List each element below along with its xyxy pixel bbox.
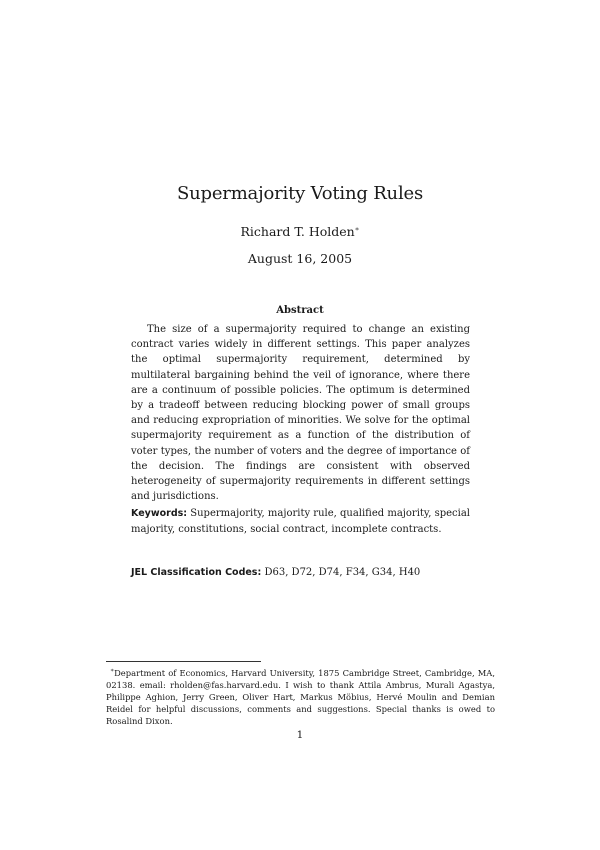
abstract-heading: Abstract	[276, 305, 324, 316]
page-number: 1	[296, 729, 304, 741]
author-footnote-mark: ∗	[354, 224, 360, 233]
paper-date: August 16, 2005	[247, 251, 353, 266]
author-name: Richard T. Holden	[240, 224, 355, 239]
jel-label: JEL Classification Codes:	[131, 567, 262, 578]
jel-paragraph	[131, 565, 470, 581]
footnote-mark: ∗	[110, 667, 115, 674]
footnote-text: Department of Economics, Harvard University, 1875 Cambridge Street, Cambridge, MA, 02138. email: rholden@fas.harvard.edu. I wish to thank Attila Ambrus, Murali Agastya, Philippe Aghion, Jerry Green, Oliver Hart, Markus Möbius, Hervé Moulin and Demian Reidel for helpful discussions, comments and suggestions. Special thanks is owed to Rosalind Dixon.	[106, 667, 495, 726]
jel-codes: D63, D72, D74, F34, G34, H40	[264, 567, 421, 578]
keywords-paragraph	[131, 506, 470, 538]
footnote	[106, 665, 495, 727]
author-line	[0, 224, 600, 239]
keywords-label: Keywords:	[131, 508, 188, 519]
paper-title: Supermajority Voting Rules	[176, 183, 423, 204]
keywords-text: Supermajority, majority rule, qualified majority, special majority, constitutions, social contract, incomplete contracts.	[131, 508, 471, 535]
footnote-rule	[106, 661, 261, 662]
abstract-text: The size of a supermajority required to change an existing contract varies widely in different settings. This paper analyzes the optimal supermajority requirement, determined by multilateral bargaining behind the veil of ignorance, where there are a continuum of possible policies. The optimum is determined by a tradeoff between reducing blocking power of small groups and reducing expropriation of minorities. We solve for the optimal supermajority requirement as a function of the distribution of voter types, the number of voters and the degree of importance of the decision. The findings are consistent with observed heterogeneity of supermajority requirements in different settings and jurisdictions.	[131, 324, 470, 503]
